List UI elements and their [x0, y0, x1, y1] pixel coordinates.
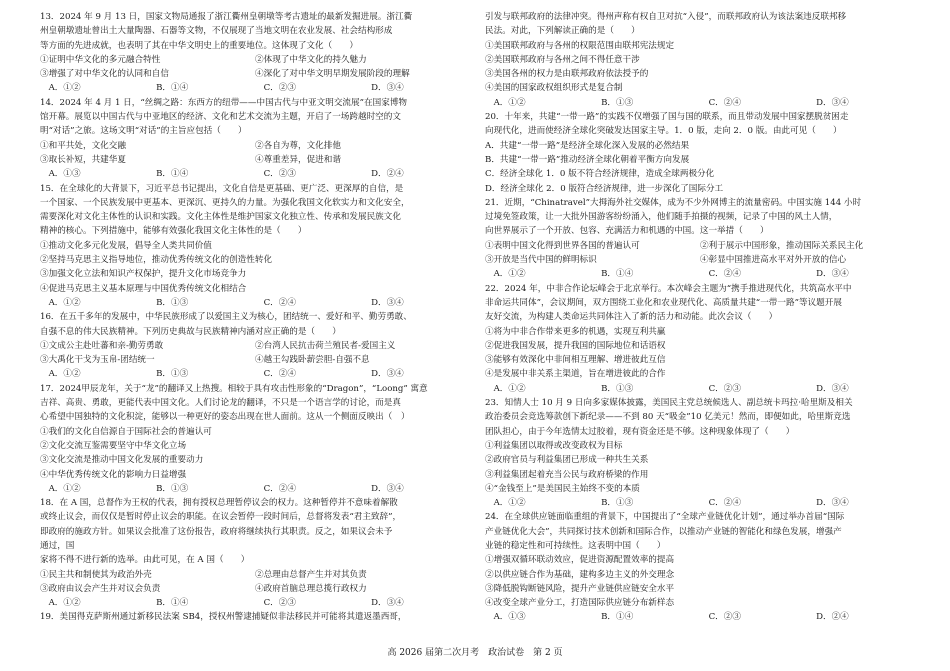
right-column — [485, 10, 915, 625]
answer-options — [485, 96, 915, 110]
choice-pair — [40, 139, 470, 153]
text-line: 17．2024甲辰龙年，关于“龙”的翻译又上热搜。相较于具有攻击性形象的“Dragon”，“Loong” 寓意 — [40, 383, 428, 394]
text-line: ④促进马克思主义基本原理与中国优秀传统文化相结合 — [40, 283, 247, 294]
answer-option: C．②③ — [700, 612, 741, 623]
answer-options — [40, 596, 470, 610]
choice-pair — [40, 67, 470, 81]
text-line: 家将不得不进行新的选举。由此可见，在 A 国（ ） — [40, 555, 250, 566]
answer-option: D．③④ — [362, 369, 404, 380]
answer-option: D．③④ — [807, 97, 849, 108]
answer-option: C．②③ — [255, 83, 296, 94]
answer-option: A．①② — [485, 269, 526, 280]
answer-option: A．①② — [40, 83, 81, 94]
text-line: ①利益集团以取得或改变政权为目标 — [485, 440, 623, 451]
text-line: ④中华优秀传统文化的影响力日益增强 — [40, 469, 187, 480]
answer-options — [40, 296, 470, 310]
text-line: 自强不息的伟大民族精神。下列历史典故与民族精神内涵对应正确的是（ ） — [40, 326, 341, 337]
answer-option: D．③④ — [362, 483, 404, 494]
text-line: 向现代化，进而使经济全球化突破发达国家主导。1．0 版，走向 2．0 版。由此可见（ ） — [485, 126, 842, 137]
text-line: ④“金钱至上”是美国民主始终不变的本质 — [485, 483, 640, 494]
text-line: 一个国家、一个民族发展中更基本、更深沉、更持久的力量。为强化我国文化软实力和文化安全， — [40, 197, 410, 208]
answer-option: B．①④ — [147, 598, 189, 609]
text-line: B．共建“一带一路”推动经济全球化朝着平衡方向发展 — [485, 154, 690, 165]
text-line: 等方面的先进成就，也表明了其在中华文明史上的重要地位。这体现了文化（ ） — [40, 40, 358, 51]
text-line: ③文化交流是推动中国文化发展的重要动力 — [40, 455, 204, 466]
answer-options — [40, 167, 470, 181]
answer-option: C．②④ — [255, 369, 296, 380]
text-line: 向世界展示了一个开放、包容、充满活力和机遇的中国。这一举措（ ） — [485, 226, 769, 237]
answer-options — [485, 382, 915, 396]
text-line: 引发与联邦政府的法律冲突。得州声称有权自卫对抗“入侵”，而联邦政府认为该法案违反联邦移 — [485, 12, 847, 22]
answer-option: C．②④ — [700, 498, 741, 509]
text-line: C．经济全球化 1．0 版不符合经济规律，造成全球两极分化 — [485, 169, 715, 180]
answer-option: D．③④ — [362, 598, 404, 609]
answer-option: D．③④ — [807, 269, 849, 280]
answer-option: D．②④ — [807, 612, 849, 623]
text-line: 13．2024 年 9 月 13 日，国家文物局通报了浙江衢州皇朝墩等考古遗址的最新发掘进展。浙江衢 — [40, 12, 413, 22]
text-line: 16．在五千多年的发展中，中华民族形成了以爱国主义为核心，团结统一、爱好和平、勤劳勇敢、 — [40, 312, 412, 323]
choice-statement: ③政府由议会产生并对议会负责 — [40, 583, 161, 594]
choice-statement: ④越王勾践卧薪尝胆-自强不息 — [255, 355, 370, 366]
answer-option: C．②④ — [255, 297, 296, 308]
choice-statement: ①证明中华文化的多元融合特性 — [40, 54, 161, 65]
choice-pair — [40, 568, 470, 582]
text-line: 团队担心，由于今年选情太过胶着，现有资金还是不够。这种现象体现了（ ） — [485, 426, 795, 437]
answer-option: D．③④ — [362, 297, 404, 308]
text-line: 22．2024 年，中非合作论坛峰会于北京举行。本次峰会主题为“携手推进现代化，共筑高水平中 — [485, 283, 852, 294]
text-line: ③降低脱钩断链风险，提升产业链供应链安全水平 — [485, 583, 675, 594]
answer-options — [485, 496, 915, 510]
answer-option: B．①④ — [147, 169, 189, 180]
choice-pair — [40, 582, 470, 596]
text-line: ③加强文化立法和知识产权保护，提升文化市场竞争力 — [40, 269, 247, 280]
text-line: 州皇朝墩遗址曾出土大量陶器、石器等文物，不仅展现了当地文明在农业发展、社会结构形成 — [40, 26, 393, 37]
text-line: ①增强双循环联动效应，促进资源配置效率的提高 — [485, 555, 675, 566]
text-line: 需要深化对文化主体性的认识和实践。文化主体性是维护国家文化独立性、传承和发展民族文化 — [40, 212, 401, 223]
left-column — [40, 10, 470, 625]
answer-option: A．①② — [485, 97, 526, 108]
choice-statement: ④尊重差异，促进和谐 — [255, 154, 341, 165]
choice-statement: ③大禹化干戈为玉帛-团结统一 — [40, 355, 155, 366]
choice-statement: ①表明中国文化得到世界各国的普遍认可 — [485, 240, 640, 251]
answer-option: B．①④ — [592, 269, 634, 280]
answer-option: C．②④ — [700, 269, 741, 280]
text-line: ④是发展中非关系主渠道，旨在增进彼此的合作 — [485, 369, 666, 380]
text-line: ②促进我国发展，提升我国的国际地位和话语权 — [485, 340, 666, 351]
answer-option: B．①③ — [592, 498, 634, 509]
choice-statement: ④政府首脑总理总揽行政权力 — [255, 583, 367, 594]
answer-option: B．①③ — [147, 369, 189, 380]
text-line: 民法。对此，下列解读正确的是（ ） — [485, 26, 640, 37]
choice-statement: ③取长补短，共建华夏 — [40, 154, 126, 165]
answer-option: B．①④ — [147, 83, 189, 94]
text-line: 精神的核心。下列措施中，能够有效强化我国文化主体性的是（ ） — [40, 226, 307, 237]
answer-option: C．②④ — [255, 483, 296, 494]
choice-statement: ④深化了对中华文明早期发展阶段的理解 — [255, 69, 410, 80]
text-line: 吉祥、高贵、勇敢，更能代表中国文化。人们讨论龙的翻译，不只是一个语言学的讨论，而是真 — [40, 398, 401, 409]
text-line: ④美国的国家政权组织形式是复合制 — [485, 83, 623, 94]
text-line: 15．在全球化的大背景下，习近平总书记提出，文化自信是更基础、更广泛、更深厚的自信，是 — [40, 183, 404, 194]
choice-statement: ③开放是当代中国的鲜明标识 — [485, 255, 597, 266]
answer-option: B．①③ — [592, 383, 634, 394]
text-line: 23．知情人士 10 月 9 日向多家媒体披露，美国民主党总统候选人、副总统卡玛拉·哈里斯及相关 — [485, 398, 853, 409]
text-line: 即政府的施政方针。如果议会批准了这份报告，政府将继续执行其职责。反之，如果议会未予 — [40, 526, 393, 537]
text-line: ①我们的文化自信源自于国际社会的普遍认可 — [40, 426, 212, 437]
text-line: 20．十年来，共建“一带一路”的实践不仅增强了国与国的联系，而且带动发展中国家摆脱贫困走 — [485, 112, 849, 123]
choice-pair — [485, 239, 915, 253]
choice-statement: ②总理由总督产生并对其负责 — [255, 569, 367, 580]
text-line: ①美国联邦政府与各州的权限范围由联邦宪法规定 — [485, 40, 675, 51]
answer-option: A．①② — [40, 483, 81, 494]
answer-option: D．②④ — [362, 169, 404, 180]
text-line: 18．在 A 国，总督作为王权的代表，拥有授权总理暂停议会的权力。这种暂停并不意味着解散 — [40, 498, 398, 509]
answer-option: D．③④ — [362, 83, 404, 94]
answer-option: B．①③ — [147, 297, 189, 308]
text-line: ③能够有效深化中非间相互理解、增进彼此互信 — [485, 355, 666, 366]
text-line: ①将为中非合作带来更多的机遇，实现互利共赢 — [485, 326, 666, 337]
text-line: 馆开幕。展览以中国古代与中亚地区的经济、文化和艺术交流为主题，开启了一场跨越时空的文 — [40, 112, 401, 123]
answer-option: C．②③ — [255, 598, 296, 609]
text-line: 明“对话”之旅。这场文明“对话”的主旨应包括（ ） — [40, 126, 247, 137]
choice-statement: ②台湾人民抗击荷兰殖民者-爱国主义 — [255, 340, 396, 351]
text-line: ④改变全球产业分工，打造国际供应链分布新样态 — [485, 598, 675, 609]
answer-option: A．①③ — [40, 169, 81, 180]
text-line: ②政府官员与利益集团已形成一种共生关系 — [485, 455, 649, 466]
answer-option: C．②③ — [700, 383, 741, 394]
text-line: 24．在全球供应链面临重组的背景下，中国提出了“全球产业链优化计划”，通过举办首届“国际 — [485, 512, 845, 523]
text-line: 心希望中国独特的文化积淀，能够以一种更好的姿态出现在世人面前。这从一个侧面反映出（ ） — [40, 412, 410, 423]
answer-option: A．①② — [485, 498, 526, 509]
page-footer: 高 2026 届第二次月考 政治试卷 第 2 页 — [387, 648, 563, 658]
answer-options — [40, 81, 470, 95]
answer-option: C．②④ — [700, 97, 741, 108]
text-line: 过境免签政策，让一大批外国游客纷纷涌入，他们随手拍摄的视频，记录了中国的风土人情， — [485, 212, 838, 223]
text-line: 或终止议会，而仅仅是暂时停止议会的职能。在议会暂停一段时间后，总督将发表“君主致辞”， — [40, 512, 402, 523]
text-line: 政治委员会竞选筹款创下新纪录——不到 80 天“吸金”10 亿美元！然而，即便如此，哈里斯竞选 — [485, 412, 851, 423]
choice-statement: ②体现了中华文化的持久魅力 — [255, 54, 367, 65]
text-line: 19．美国得克萨斯州通过新移民法案 SB4，授权州警逮捕疑似非法移民并可能将其遣返墨西哥， — [40, 612, 407, 623]
choice-statement: ①和平共处，文化交融 — [40, 140, 126, 151]
answer-option: B．①③ — [592, 97, 634, 108]
text-line: D．经济全球化 2．0 版符合经济规律，进一步深化了国际分工 — [485, 183, 724, 194]
answer-option: A．①② — [40, 297, 81, 308]
choice-pair — [40, 339, 470, 353]
text-line: 非命运共同体”，会议期间，双方围绕工业化和农业现代化、高质量共建“一带一路”等议题开展 — [485, 297, 842, 308]
answer-option: A．①③ — [485, 612, 526, 623]
choice-statement: ①文成公主赴吐蕃和亲-勤劳勇敢 — [40, 340, 164, 351]
choice-statement: ④彰显中国推进高水平对外开放的信心 — [700, 255, 847, 266]
answer-option: B．①③ — [147, 483, 189, 494]
answer-option: A．①② — [40, 369, 81, 380]
text-line: ②坚持马克思主义指导地位，推动优秀传统文化的创造性转化 — [40, 255, 273, 266]
text-line: ③利益集团起着充当公民与政府桥梁的作用 — [485, 469, 649, 480]
answer-options — [40, 482, 470, 496]
choice-statement: ①民主共和制使其为政治外壳 — [40, 569, 152, 580]
answer-option: A．①② — [40, 598, 81, 609]
text-line: 14．2024 年 4 月 1 日，“丝绸之路：东西方的纽带——中国古代与中亚文明交流展”在国家博物 — [40, 97, 407, 108]
choice-pair — [40, 153, 470, 167]
choice-pair — [40, 53, 470, 67]
text-line: ①推动文化多元化发展，倡导全人类共同价值 — [40, 240, 212, 251]
text-line: 友好交流，为构建人类命运共同体注入了新的活力和动能。此次会议（ ） — [485, 312, 778, 323]
text-line: ②美国联邦政府与各州之间不得任意干涉 — [485, 54, 640, 65]
choice-statement: ②利于展示中国形象，推动国际关系民主化 — [700, 240, 864, 251]
answer-option: B．①④ — [592, 612, 634, 623]
answer-option: D．③④ — [807, 498, 849, 509]
choice-pair — [40, 353, 470, 367]
answer-options — [485, 267, 915, 281]
answer-options — [40, 367, 470, 381]
choice-pair — [485, 253, 915, 267]
choice-statement: ②各自为尊，文化排他 — [255, 140, 341, 151]
answer-option: D．③④ — [807, 383, 849, 394]
text-line: ②以供应链合作为基础，建构多边主义的外交理念 — [485, 569, 675, 580]
text-line: 业链的稳定性和可持续性。这表明中国（ ） — [485, 540, 666, 551]
text-line: A．共建“一带一路”是经济全球化深入发展的必然结果 — [485, 140, 690, 151]
answer-option: A．①② — [485, 383, 526, 394]
answer-option: C．②③ — [255, 169, 296, 180]
choice-statement: ③增强了对中华文化的认同和自信 — [40, 69, 169, 80]
text-line: ②文化交流互鉴需要坚守中华文化立场 — [40, 440, 187, 451]
answer-options — [485, 610, 915, 624]
text-line: 产业链优化大会”，共同探讨技术创新和国际合作，以推动产业链的智能化和绿色发展，增强产 — [485, 526, 842, 537]
text-line: 21．近期，“Chinatravel”大拇海外社交媒体，成为不少外网博主的流量密码。中国实施 144 小时 — [485, 197, 862, 208]
text-line: 通过，国 — [40, 540, 75, 551]
text-line: ③美国各州的权力是由联邦政府依法授予的 — [485, 69, 649, 80]
